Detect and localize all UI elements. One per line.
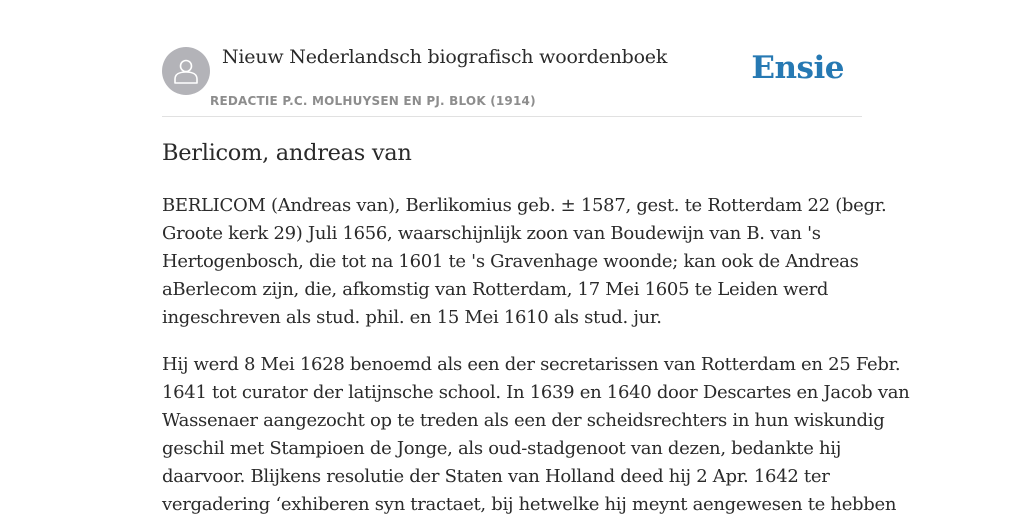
- paragraph-line: Hij werd 8 Mei 1628 benoemd als een der secretarissen van Rotterdam en 25 Febr.: [162, 354, 901, 375]
- paragraph-line: ingeschreven als stud. phil. en 15 Mei 1610 als stud. jur.: [162, 307, 662, 328]
- avatar[interactable]: [162, 47, 210, 95]
- paragraph-line: BERLICOM (Andreas van), Berlikomius geb. ± 1587, gest. te Rotterdam 22 (begr.: [162, 195, 887, 216]
- paragraph-line: vergadering ‘exhiberen syn tractaet, bij hetwelke hij meynt aengewesen te hebben: [162, 494, 897, 515]
- ensie-logo[interactable]: Ensie: [751, 50, 844, 86]
- entry-paragraph-1: [162, 192, 902, 332]
- header: [162, 44, 862, 117]
- paragraph-line: Groote kerk 29) Juli 1656, waarschijnlijk zoon van Boudewijn van B. van 's: [162, 223, 821, 244]
- user-silhouette-icon: [162, 47, 210, 95]
- entry-paragraph-2: [162, 351, 910, 519]
- paragraph-line: Hertogenbosch, die tot na 1601 te 's Gravenhage woonde; kan ook de Andreas: [162, 251, 859, 272]
- paragraph-line: Wassenaer aangezocht op te treden als een der scheidsrechters in hun wiskundig: [162, 410, 885, 431]
- paragraph-line: 1641 tot curator der latijnsche school. In 1639 en 1640 door Descartes en Jacob van: [162, 382, 910, 403]
- editors-line: REDACTIE P.C. MOLHUYSEN EN PJ. BLOK (1914): [210, 94, 536, 108]
- paragraph-line: aBerlecom zijn, die, afkomstig van Rotterdam, 17 Mei 1605 te Leiden werd: [162, 279, 829, 300]
- paragraph-line: daarvoor. Blijkens resolutie der Staten van Holland deed hij 2 Apr. 1642 ter: [162, 466, 830, 487]
- paragraph-line: geschil met Stampioen de Jonge, als oud-stadgenoot van dezen, bedankte hij: [162, 438, 842, 459]
- entry-title: Berlicom, andreas van: [162, 140, 412, 166]
- book-title[interactable]: Nieuw Nederlandsch biografisch woordenboek: [222, 46, 668, 68]
